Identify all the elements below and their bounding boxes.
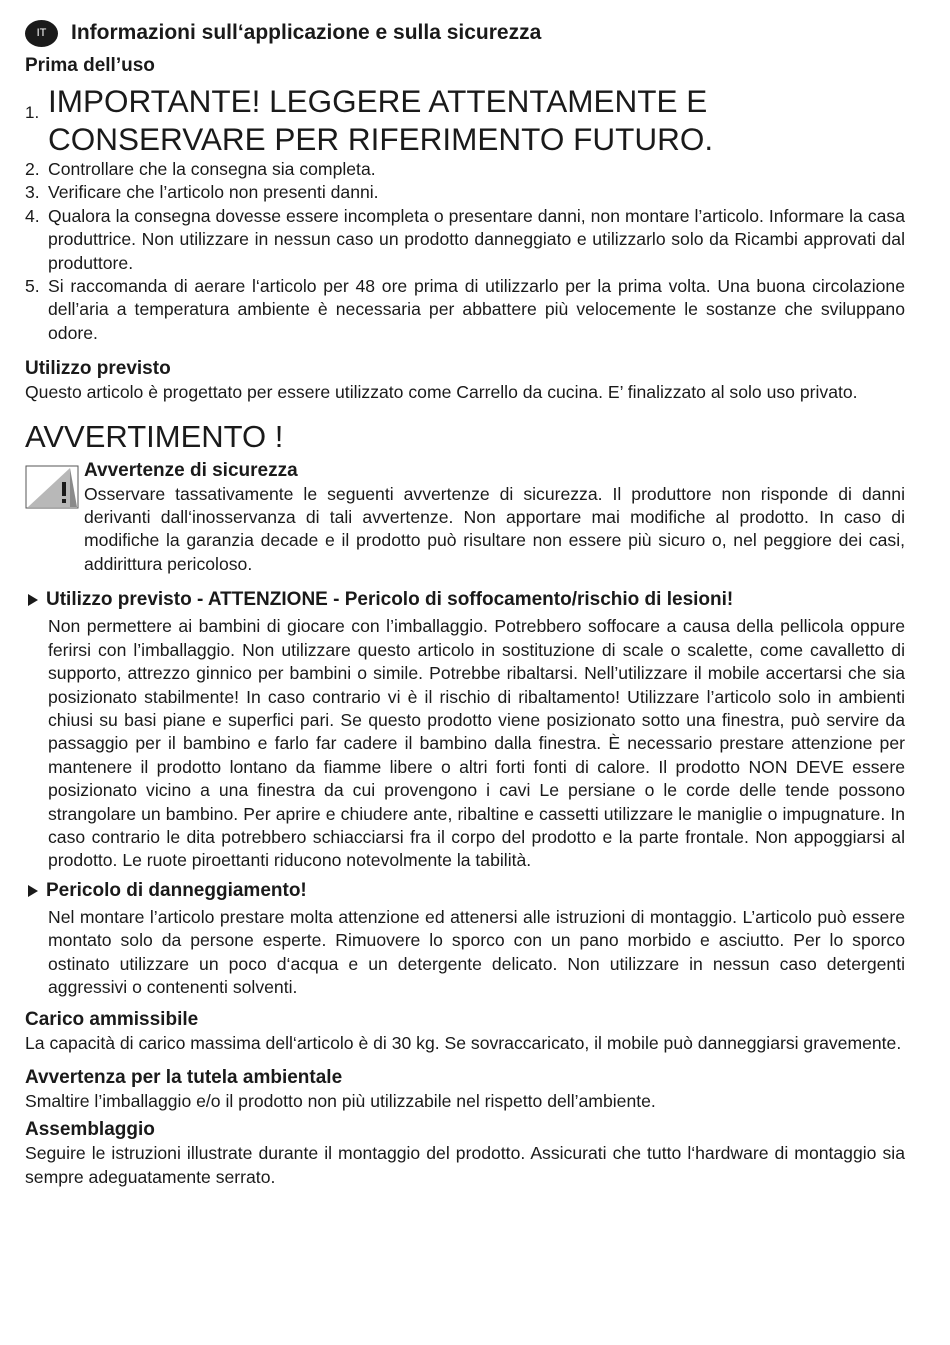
list-item [25,205,905,275]
list-item [25,181,905,204]
attenzione-heading-row [25,588,905,612]
list-item-text: Si raccomanda di aerare l‘articolo per 48 ore prima di utilizzarlo per la prima volta. Una buona circolazione dell’aria a temperatura ambiente è necessaria per abbattere più velocemente le sostanze che sviluppano odore. [48,276,905,343]
danneggiamento-text: Nel montare l’articolo prestare molta attenzione ed attenersi alle istruzioni di montaggio. L’articolo può essere montato solo da persone esperte. Rimuovere lo sporco con un pano morbido e asciutto. Per lo sporco ostinato utilizzare un poco d‘acqua e un detergente delicato. Non utilizzare in nessun caso detergenti aggressivi o contenenti solventi. [48,906,905,997]
utilizzo-text: Questo articolo è progettato per essere utilizzato come Carrello da cucina. E’ finalizzato al solo uso privato. [25,382,858,403]
header-row [25,18,905,48]
list-item-text: Verificare che l’articolo non presenti danni. [48,182,379,203]
warning-triangle-icon [25,465,79,509]
safety-heading: Avvertenze di sicurezza [84,459,298,481]
danneggiamento-heading-row [25,879,905,903]
assemblaggio-text: Seguire le istruzioni illustrate durante il montaggio del prodotto. Assicurati che tutto l‘hardware di montaggio sia sempre adeguatamente serrato. [25,1143,905,1187]
section-heading-assemblaggio: Assemblaggio [25,1119,155,1141]
triangle-bullet-icon [28,594,38,606]
triangle-bullet-icon [28,885,38,897]
section-heading-carico: Carico ammissibile [25,1009,199,1031]
list-item-number: 4. [25,205,40,226]
carico-text: La capacità di carico massima dell‘articolo è di 30 kg. Se sovraccaricato, il mobile può danneggiarsi gravemente. [25,1033,902,1054]
section-heading-prima-uso: Prima dell’uso [25,55,155,76]
list-item [25,275,905,345]
attenzione-heading: Utilizzo previsto - ATTENZIONE - Pericolo di soffocamento/rischio di lesioni! [46,589,734,611]
attenzione-text: Non permettere ai bambini di giocare con l’imballaggio. Potrebbero soffocare a causa della pellicola oppure ferirsi con l’imballaggio. Non utilizzare questo articolo in sostituzione di scale o scalette, come cavalletto di supporto, attrezzo ginnico per bambini o simile. Potrebbe ribaltarsi. Nell’utilizzare il mobile accertarsi che sia posizionato stabilmente! In caso contrario vi è il rischio di ribaltamento! Utilizzare l’articolo solo in ambienti chiusi su basi piane e superfici pari. Se questo prodotto viene posizionato sotto una finestra, può servire da passaggio per il bambino e farlo far cadere il bambino dalla finestra. È necessario prestare attenzione per mantenere il prodotto lontano da fiamme libere o altri forti fonti di calore. Il prodotto NON DEVE essere posizionato vicino a una finestra da cui provengono i cavi Le persiane o le corde delle tende possono strangolare un bambino. Per aprire e chiudere ante, ribaltine e cassetti utilizzare le maniglie o impugnature. In caso contrario le dita potrebbero schiacciarsi fra il corpo del prodotto e la parte frontale. Non appoggiarsi al prodotto. Le ruote piroettanti riducono notevolmente la tabilità. [48,616,905,871]
list-item-text: Qualora la consegna dovesse essere incompleta o presentare danni, non montare l’articolo. Informare la casa produttrice. Non utilizzare in nessun caso un prodotto danneggiato e utilizzarlo solo da Ricambi approvati dal produttore. [48,205,905,273]
list-item-number: 5. [25,276,40,297]
document-page [25,18,905,1189]
safety-body [84,459,905,577]
danneggiamento-heading: Pericolo di danneggiamento! [46,879,307,901]
section-heading-ambiente: Avvertenza per la tutela ambientale [25,1066,343,1088]
safety-text: Osservare tassativamente le seguenti avvertenze di sicurezza. Il produttore non risponde di danni derivanti dall‘inosservanza di tali avvertenze. Non apportare mai modifiche al prodotto. In caso di modifiche la garanzia decade e il prodotto può risultare non essere più sicuro o, nel peggiore dei casi, addirittura pericoloso. [84,483,905,574]
section-heading-utilizzo: Utilizzo previsto [25,358,171,380]
warning-title: AVVERTIMENTO ! [25,418,284,454]
list-item-number: 2. [25,159,40,179]
safety-block [25,459,905,577]
document-title: Informazioni sull‘applicazione e sulla sicurezza [71,21,542,44]
important-notice [25,82,905,158]
list-item-text: Controllare che la consegna sia completa. [48,159,376,179]
list-item-number: 3. [25,182,40,203]
ambiente-text: Smaltire l’imballaggio e/o il prodotto non più utilizzabile nel rispetto dell’ambiente. [25,1090,656,1111]
numbered-list [25,158,905,345]
language-badge: IT [25,20,58,47]
important-text: IMPORTANTE! LEGGERE ATTENTAMENTE E CONSERVARE PER RIFERIMENTO FUTURO. [48,83,714,157]
list-item [25,158,905,181]
important-number: 1. [25,103,40,122]
